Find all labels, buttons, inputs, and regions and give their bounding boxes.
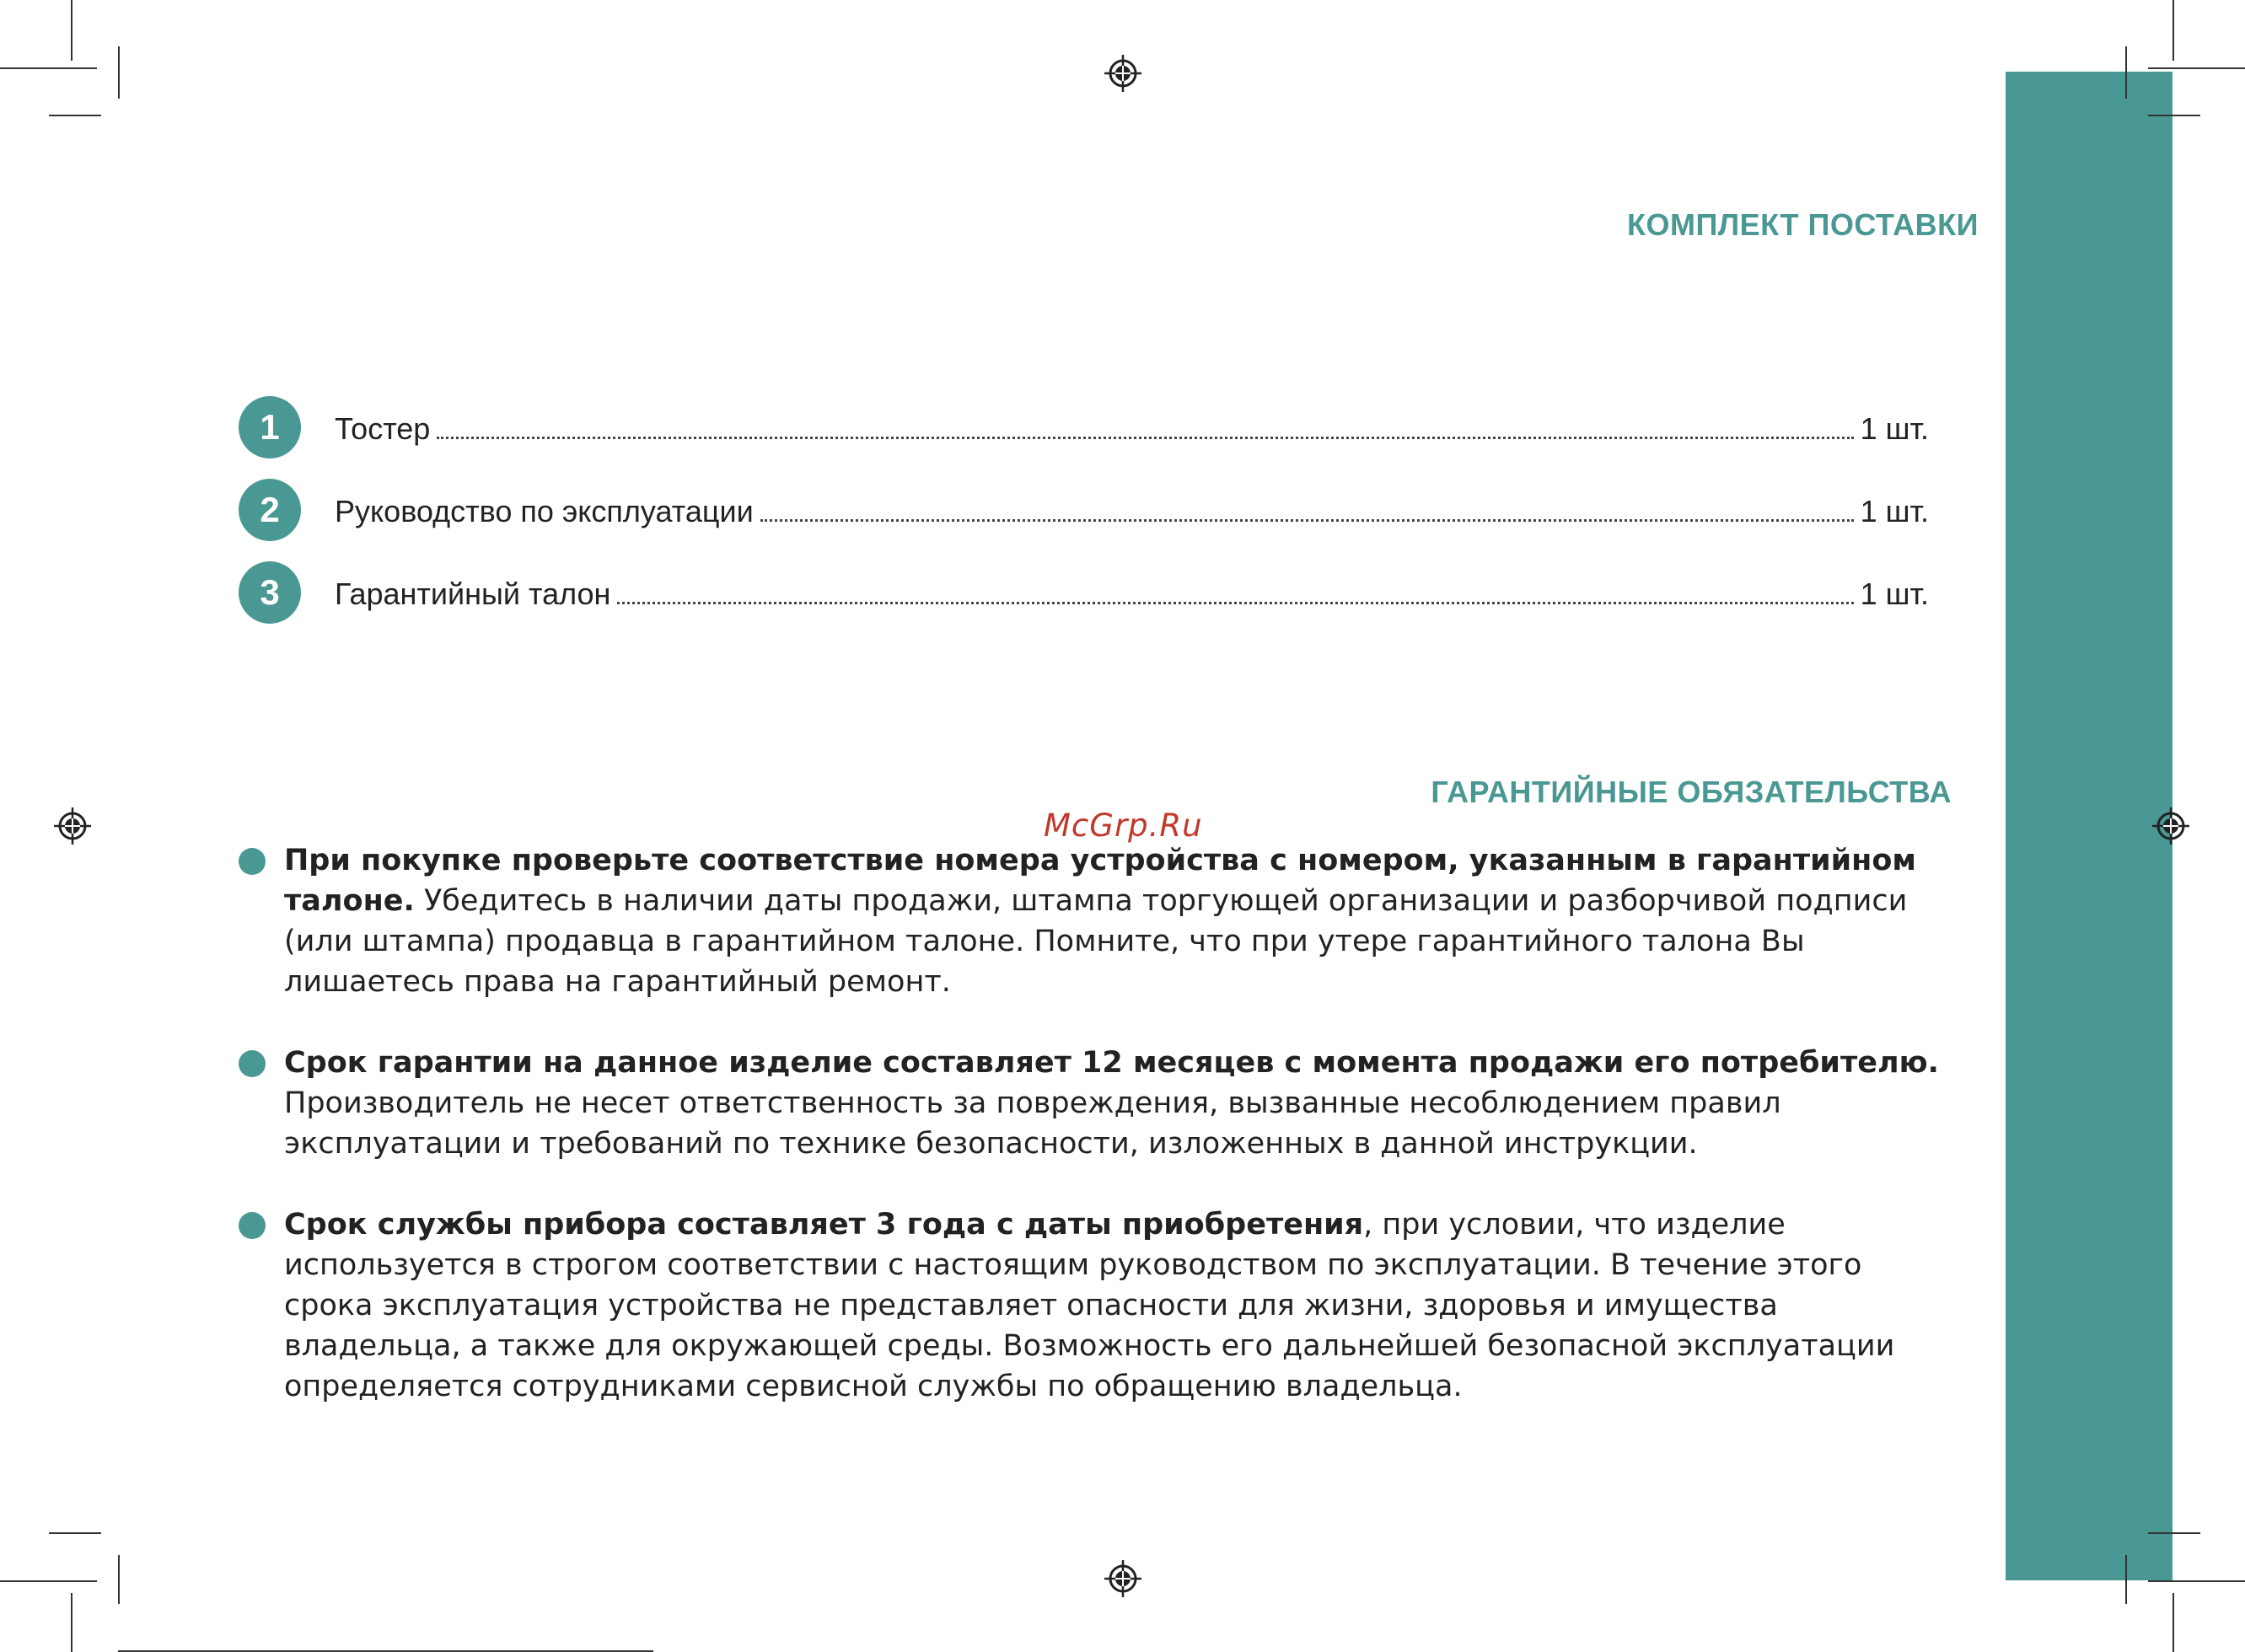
crop-mark <box>49 115 101 116</box>
teal-side-band <box>2006 72 2172 1580</box>
paragraph-lead: Срок гарантии на данное изделие составляет 12 месяцев с момента продажи его потребителю. <box>284 1046 1939 1080</box>
item-number-badge: 2 <box>239 479 301 541</box>
item-row <box>335 494 1929 529</box>
crop-mark <box>2148 1580 2245 1582</box>
warranty-paragraph <box>239 840 1958 1002</box>
delivery-item <box>239 396 1929 479</box>
item-qty: 1 шт. <box>1860 494 1929 528</box>
crop-mark <box>2172 0 2174 61</box>
bullet-icon <box>239 848 266 875</box>
crop-mark <box>71 1593 73 1652</box>
crop-mark <box>2148 67 2245 69</box>
item-name: Руководство по эксплуатации <box>335 494 754 528</box>
registration-mark-icon <box>2152 807 2189 845</box>
item-row <box>335 411 1929 447</box>
crop-mark <box>2172 1593 2174 1652</box>
crop-mark <box>2125 1555 2127 1604</box>
item-name: Тостер <box>335 411 431 446</box>
paragraph-lead: Срок службы прибора составляет 3 года с даты приобретения <box>284 1208 1364 1242</box>
item-qty: 1 шт. <box>1860 577 1929 611</box>
crop-mark <box>0 67 97 69</box>
paragraph-lead: При покупке проверьте соответствие номера устройства с номером, указанным в гарантийном талоне. <box>284 844 1916 918</box>
registration-mark-icon <box>1104 1560 1141 1597</box>
delivery-item <box>239 561 1929 644</box>
bullet-icon <box>239 1050 266 1077</box>
dot-leader <box>437 436 1853 439</box>
dot-leader <box>760 518 1854 522</box>
warranty-section <box>239 840 1958 1447</box>
crop-mark <box>2148 1532 2200 1534</box>
crop-mark <box>118 46 120 99</box>
crop-mark <box>2148 115 2200 116</box>
crop-mark <box>71 0 73 61</box>
crop-mark <box>118 1555 120 1604</box>
paragraph-text: Производитель не несет ответственность за повреждения, вызванные несоблюдением правил эксплуатации и требований по технике безопасности, изложенных в данной инструкции. <box>284 1086 1781 1161</box>
crop-mark <box>2125 46 2127 99</box>
item-name: Гарантийный талон <box>335 577 611 611</box>
warranty-paragraph <box>239 1043 1958 1164</box>
dot-leader <box>617 601 1853 604</box>
crop-mark <box>49 1532 101 1534</box>
warranty-heading: ГАРАНТИЙНЫЕ ОБЯЗАТЕЛЬСТВА <box>1431 775 1952 809</box>
item-qty: 1 шт. <box>1860 411 1929 446</box>
crop-mark <box>0 1580 97 1582</box>
watermark: McGrp.Ru <box>1044 807 1203 844</box>
registration-mark-icon <box>54 807 91 845</box>
delivery-heading: КОМПЛЕКТ ПОСТАВКИ <box>1626 207 1979 242</box>
registration-mark-icon <box>1104 55 1141 92</box>
delivery-item <box>239 479 1929 561</box>
bullet-icon <box>239 1212 266 1239</box>
item-row <box>335 577 1929 612</box>
warranty-paragraph <box>239 1204 1958 1407</box>
paragraph-text: Убедитесь в наличии даты продажи, штампа торгующей организации и разборчивой подписи (или штампа) продавца в гарантийном талоне. Помните, что при утере гарантийного талона Вы лишаетесь права на гарантийный ремонт. <box>284 884 1908 999</box>
paragraph-text: , при условии, что изделие используется в строгом соответствии с настоящим руководством по эксплуатации. В течение этого срока эксплуатация устройства не представляет опасности для жизни, здоровья и имущества владельца, а также для окружающей среды. Возможность его дальнейшей безопасной эксплуатации определяется сотрудниками сервисной службы по обращению владельца. <box>284 1208 1895 1403</box>
delivery-list <box>239 396 1929 644</box>
item-number-badge: 3 <box>239 561 301 624</box>
item-number-badge: 1 <box>239 396 301 459</box>
